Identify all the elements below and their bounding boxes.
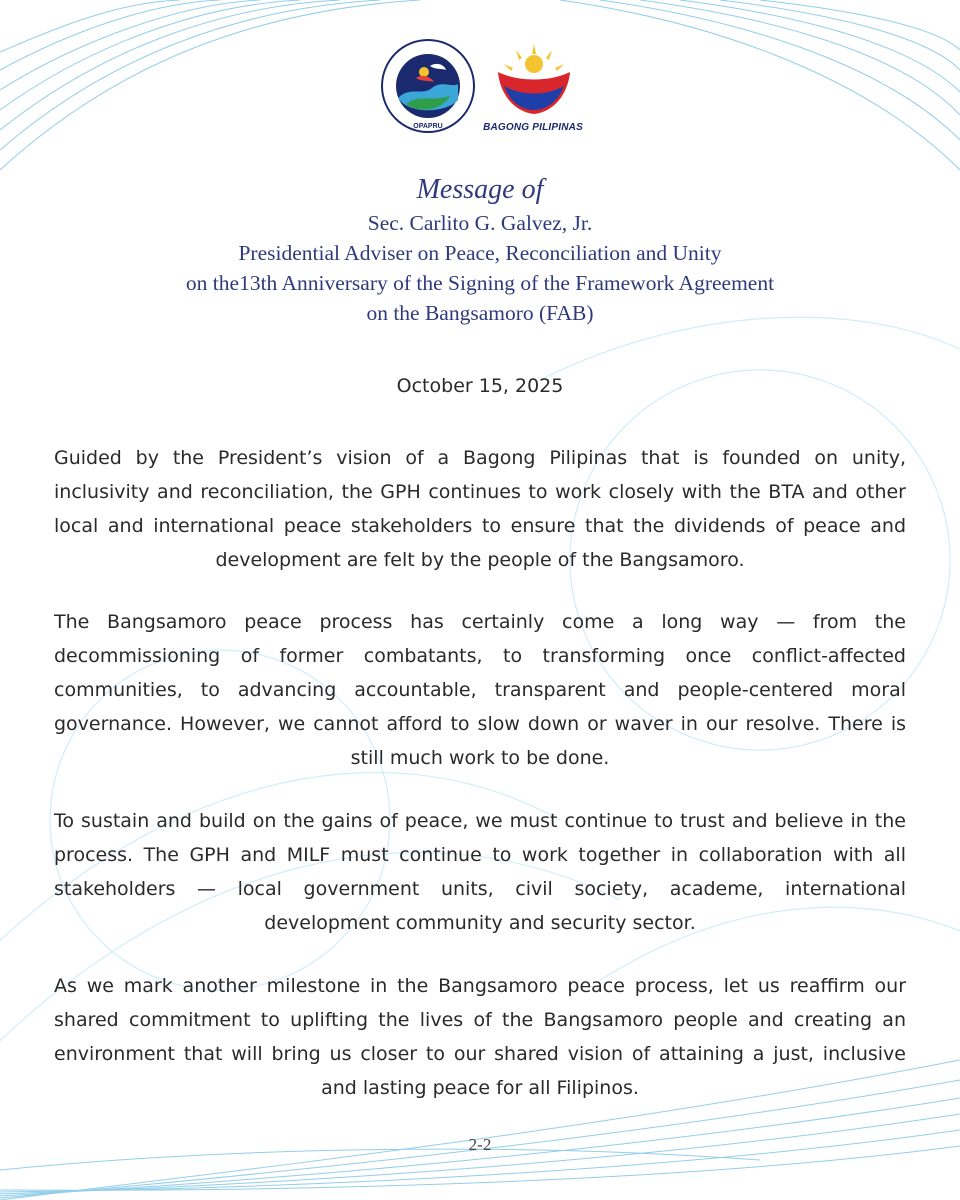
logo-bar [0, 38, 960, 138]
message-of-title: Message of [416, 174, 544, 205]
body-paragraph-2: The Bangsamoro peace process has certainly come a long way — from the decommissioning of former combatants, to transforming once conflict-affected communities, to advancing accountable, transparent and people-centered moral governance. However, we cannot afford to slow down or waver in our resolve. There is still much work to be done. [54, 611, 906, 769]
body-paragraph-4: As we mark another milestone in the Bangsamoro peace process, let us reaffirm our shared commitment to uplifting the lives of the Bangsamoro people and creating an environment that will bring us closer to our shared vision of attaining a just, inclusive and lasting peace for all Filipinos. [54, 975, 906, 1099]
body-paragraph-1: Guided by the President’s vision of a Bagong Pilipinas that is founded on unity, inclusivity and reconciliation, the GPH continues to work closely with the BTA and other local and international peace stakeholders to ensure that the dividends of peace and development are felt by the people of the Bangsamoro. [54, 447, 906, 571]
opapru-label: OPAPRU [413, 123, 443, 130]
occasion-line-1: on the13th Anniversary of the Signing of the Framework Agreement [185, 271, 775, 295]
occasion-line-2: on the Bangsamoro (FAB) [366, 301, 594, 325]
message-date: October 15, 2025 [396, 375, 564, 397]
body-paragraph-3: To sustain and build on the gains of peace, we must continue to trust and believe in the process. The GPH and MILF must continue to work together in collaboration with all stakeholders — local government units, civil society, academe, international development community and security sector. [54, 810, 906, 934]
speaker-name: Sec. Carlito G. Galvez, Jr. [367, 211, 593, 235]
speaker-position: Presidential Adviser on Peace, Reconciliation and Unity [238, 241, 722, 265]
message-heading [0, 172, 960, 328]
opapru-seal-logo [380, 38, 476, 134]
page-number: 2-2 [468, 1135, 492, 1154]
bagong-pilipinas-label: BAGONG PILIPINAS [483, 122, 583, 133]
